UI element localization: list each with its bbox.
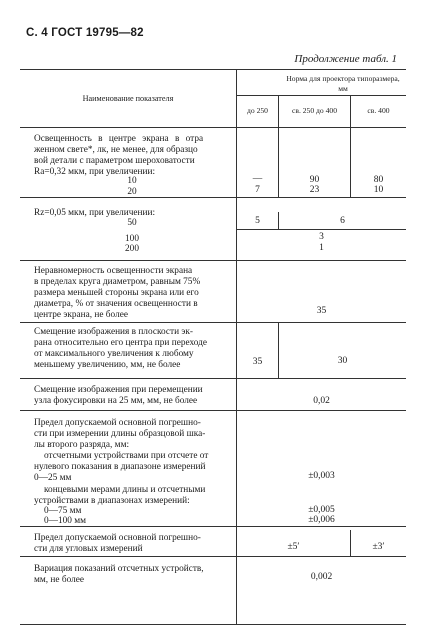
unevenness-label: Неравномерность освещенности экрана в пределах круга диаметром, равным 75% размера меньшей стороны экрана или его диаметра, % от значения освещенности в центре экрана, не более [34,266,201,320]
header-bottom-border [20,127,406,128]
illum-20-c1: 7 [255,185,260,195]
error-label: Предел допускаемой основной погрешно- сти при измерении длины образцовой шка- лы второго разряда, мм: [34,418,206,450]
rz-mag-100: 100 [125,234,139,244]
error-range-100-val: ±0,006 [308,515,335,525]
rz-label: Rz=0,05 мкм, при увеличении: [34,208,156,218]
table-top-border [20,69,406,70]
rz-mag-50: 50 [127,218,137,228]
error-range-75-val: ±0,005 [308,505,335,515]
row-border-focus [20,410,406,411]
row-border-rz [20,260,406,261]
row-border-shift [20,378,406,379]
angular-label: Предел допускаемой основной погрешно- сти для угловых измерений [34,533,201,554]
shift-c1: 35 [252,357,263,367]
angular-c3: ±3′ [372,542,385,552]
shift-c23: 30 [337,356,348,366]
subcol-upto-250: до 250 [247,106,268,115]
subcol-250-400: св. 250 до 400 [292,106,337,115]
continuation-note: Продолжение табл. 1 [294,53,397,65]
illum-20-c2: 23 [309,185,320,195]
focus-label: Смещение изображения при перемещении узла фокусировки на 25 мм, мм, не более [34,385,203,406]
variation-label: Вариация показаний отсчетных устройств, мм, не более [34,564,204,585]
row-border-angular [20,556,406,557]
table-bottom-border [20,624,406,625]
illum-20-c3: 10 [373,185,384,195]
illum-label: Освещенность в центре экрана в отра женном свете*, лк, не менее, для образцо вой детали с параметром шероховатости Ra=0,32 мкм, при увеличении: [34,134,204,177]
col-separator-main [236,69,237,624]
illum-mag-20: 20 [127,187,137,197]
rz-mag-200: 200 [125,244,139,254]
illum-10-c2: 90 [309,175,320,185]
row-border-unevenness [20,322,406,323]
rz-sub-border [236,229,406,230]
col-header-name: Наименование показателя [82,94,174,103]
angular-c12: ±5′ [287,542,300,552]
rz-100-val: 3 [319,232,324,242]
rz-50-c1: 5 [255,216,260,226]
error-range-100: 0—100 мм [44,516,86,526]
rz-50-c23: 6 [340,216,345,226]
unevenness-val: 35 [316,306,327,316]
illum-10-c1: — [252,174,263,184]
focus-val: 0,02 [313,396,330,406]
shift-separator [278,322,279,378]
rz-200-val: 1 [319,243,324,253]
error-sub1-val: ±0,003 [308,471,335,481]
col-header-norm: Норма для проектора типоразмера, мм [286,74,400,93]
subheader-border [236,95,406,96]
error-sub2-label: концевыми мерами длины и отсчетными устройствами в диапазонах измерений: [34,485,206,506]
illum-10-c3: 80 [373,175,384,185]
variation-val: 0,002 [310,572,333,582]
shift-label: Смещение изображения в плоскости эк- рана относительно его центра при переходе от максимального увеличения к любому меньшему увеличению, мм, не более [34,327,208,370]
illum-mag-10: 10 [127,176,137,186]
page-header: С. 4 ГОСТ 19795—82 [26,27,144,39]
subcol-over-400: св. 400 [367,106,390,115]
error-range-75: 0—75 мм [44,506,82,516]
error-sub1-label: отсчетными устройствами при отсчете от нулевого показания в диапазоне измерений 0—25 мм [34,451,209,483]
